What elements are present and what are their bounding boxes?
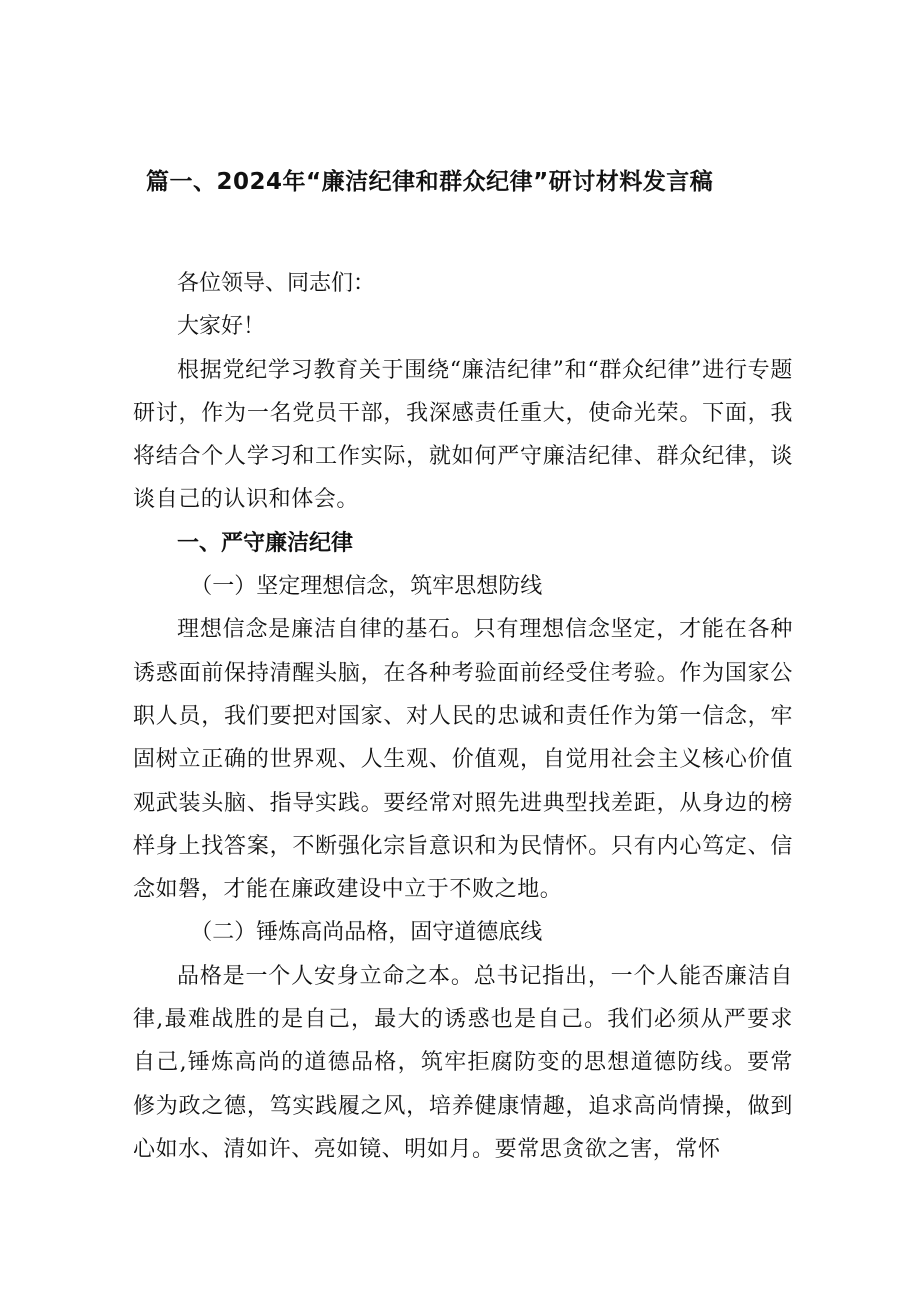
- section-heading: 一、严守廉洁纪律: [177, 530, 354, 556]
- subsection-paragraph: 品格是一个人安身立命之本。总书记指出，一个人能否廉洁自律,最难战胜的是自己，最大的诱惑也是自己。我们必须从严要求自己,锤炼高尚的道德品格，筑牢拒腐防变的思想道德防线。要常修为政之德，笃实践履之风，培养健康情趣，追求高尚情操，做到心如水、清如许、亮如镜、明如月。要常思贪欲之害，常怀: [133, 963, 793, 1162]
- greeting: 大家好！: [177, 314, 266, 340]
- subsection-paragraph: 理想信念是廉洁自律的基石。只有理想信念坚定，才能在各种诱惑面前保持清醒头脑，在各种考验面前经受住考验。作为国家公职人员，我们要把对国家、对人民的忠诚和责任作为第一信念，牢固树立正确的世界观、人生观、价值观，自觉用社会主义核心价值观武装头脑、指导实践。要经常对照先进典型找差距，从身边的榜样身上找答案，不断强化宗旨意识和为民情怀。只有内心笃定、信念如磐，才能在廉政建设中立于不败之地。: [133, 617, 793, 903]
- document-body: [133, 262, 793, 1171]
- intro-paragraph: 根据党纪学习教育关于围绕“廉洁纪律”和“群众纪律”进行专题研讨，作为一名党员干部，我深感责任重大，使命光荣。下面，我将结合个人学习和工作实际，就如何严守廉洁纪律、群众纪律，谈谈自己的认识和体会。: [133, 357, 793, 513]
- subsection-heading: （二）锤炼高尚品格，固守道德底线: [190, 920, 543, 946]
- subsection-heading: （一）坚定理想信念，筑牢思想防线: [190, 574, 543, 600]
- document-title: 篇一、2024年“廉洁纪律和群众纪律”研讨材料发言稿: [146, 169, 714, 195]
- salutation: 各位领导、同志们：: [177, 271, 376, 296]
